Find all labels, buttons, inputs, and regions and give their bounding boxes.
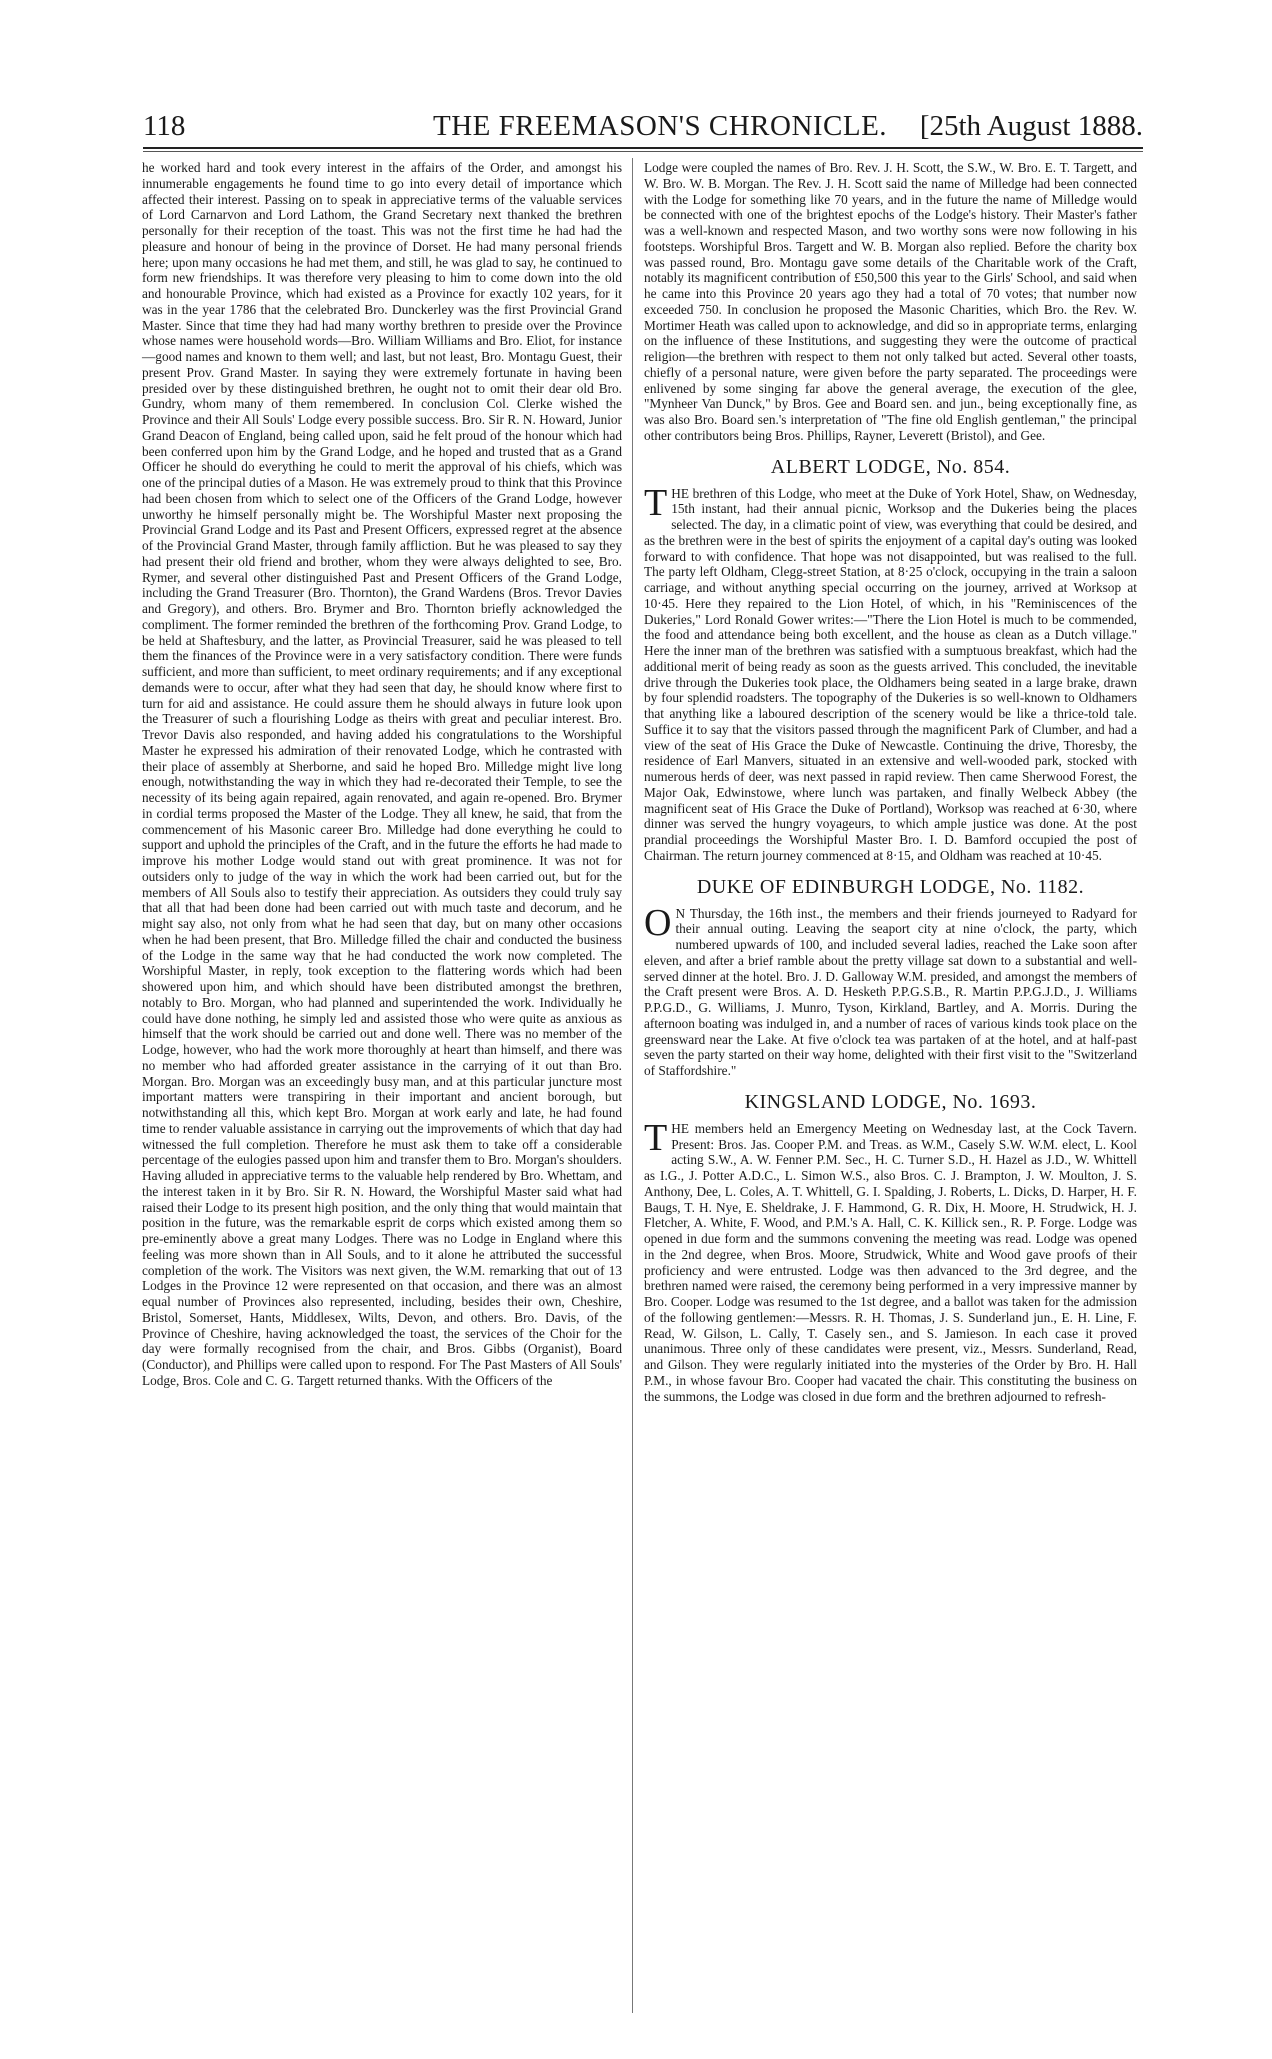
- page-header: [143, 110, 1143, 146]
- duke-lodge-text: N Thursday, the 16th inst., the members and their friends journeyed to Radyard for their annual outing. Leaving the seaport city at nine o'clock, the party, which numbered upwards of 100, and included several ladies, reached the Lake soon after eleven, and after a brief ramble about the pretty village sat down to a substantial and well-served dinner at the hotel. Bro. J. D. Galloway W.M. presided, and amongst the members of the Craft present were Bros. A. D. Hesketh P.P.G.S.B., R. Martin P.P.G.J.D., J. Williams P.P.G.D., G. Williams, J. Munro, Tyson, Kirkland, Bartley, and A. Morris. During the afternoon boating was indulged in, and a number of races of various kinds took place on the greensward near the Lake. At five o'clock tea was partaken of at the hotel, and at half-past seven the party started on their way home, delighted with their first visit to the "Switzerland of Staffordshire.": [644, 905, 1137, 1078]
- albert-lodge-text: HE brethren of this Lodge, who meet at the Duke of York Hotel, Shaw, on Wednesday, 15th instant, had their annual picnic, Worksop and the Dukeries being the places selected. The day, in a climatic point of view, was everything that could be desired, and as the brethren were in the best of spirits the enjoyment of a capital day's outing was looked forward to with confidence. That hope was not disappointed, but was realised to the full. The party left Oldham, Clegg-street Station, at 8·25 o'clock, occupying in the train a saloon carriage, and without anything special occurring on the journey, arrived at Worksop at 10·45. Here they repaired to the Lion Hotel, of which, in his "Reminiscences of the Dukeries," Lord Ronald Gower writes:—"There the Lion Hotel is much to be commended, the food and attendance being both excellent, and the house as clean as a Dutch village." Here the inner man of the brethren was satisfied with a sumptuous breakfast, which had the additional merit of being ready as soon as the guests arrived. This concluded, the inevitable drive through the Dukeries took place, the Oldhamers being seated in a large brake, drawn by four splendid roadsters. The topography of the Dukeries is so well-known to Oldhamers that anything like a laboured description of the scenery would be like a thrice-told tale. Suffice it to say that the visitors passed through the magnificent Park of Clumber, and had a view of the seat of His Grace the Duke of Newcastle. Continuing the drive, Thoresby, the residence of Earl Manvers, situated in an extensive and well-wooded park, stocked with numerous herds of deer, was next passed in rapid review. Then came Sherwood Forest, the Major Oak, Edwinstowe, where lunch was partaken, and finally Welbeck Abbey (the magnificent seat of His Grace the Duke of Portland), Worksop was reached at 6·30, where dinner was served the hungry voyageurs, to which ample justice was done. At the post prandial proceedings the Worshipful Master Bro. I. D. Bamford occupied the post of Chairman. The return journey commenced at 8·15, and Oldham was reached at 10·45.: [644, 485, 1137, 863]
- left-column-text: he worked hard and took every interest in the affairs of the Order, and amongst his innumerable engagements he found time to go into every detail of importance which affected their interest. Passing on to speak in appreciative terms of the valuable services of Lord Carnarvon and Lord Lathom, the Grand Secretary next thanked the brethren personally for their reception of the toast. This was not the first time he had had the pleasure and honour of being in the province of Dorset. He had many personal friends here; upon many occasions he had met them, and still, he was glad to say, he continued to form new friendships. It was therefore very pleasing to him to come down into the old and honourable Province, which had existed as a Province for exactly 102 years, for it was in the year 1786 that the celebrated Bro. Dunckerley was the first Provincial Grand Master. Since that time they had had many worthy brethren to preside over the Province whose names were household words—Bro. William Williams and Bro. Eliot, for instance—good names and known to them well; and last, but not least, Bro. Montagu Guest, their present Prov. Grand Master. In saying they were extremely fortunate in having been presided over by these distinguished brethren, he ought not to omit their dear old Bro. Gundry, whom many of them remembered. In conclusion Col. Clerke wished the Province and their All Souls' Lodge every possible success. Bro. Sir R. N. Howard, Junior Grand Deacon of England, being called upon, said he felt proud of the honour which had been conferred upon him by the Grand Lodge, and he hoped and trusted that as a Grand Officer he should do everything he could to merit the approval of his chiefs, which was one of the principal duties of a Mason. He was extremely proud to think that this Province had been chosen from which to select one of the Officers of the Grand Lodge, however unworthy he himself personally might be. The Worshipful Master next proposing the Provincial Grand Lodge and its Past and Present Officers, expressed regret at the absence of the Provincial Grand Master, through family affliction. But he was pleased to say they had present their old friend and brother, whom they were always delighted to see, Bro. Rymer, and several other distinguished Past and Present Officers of the Grand Lodge, including the Grand Treasurer (Bro. Thornton), the Grand Wardens (Bros. Trevor Davies and Gregory), and others. Bro. Brymer and Bro. Thornton briefly acknowledged the compliment. The former reminded the brethren of the forthcoming Prov. Grand Lodge, to be held at Shaftesbury, and the latter, as Provincial Treasurer, said he was pleased to tell them the finances of the Province were in a very satisfactory condition. There were funds sufficient, and more than sufficient, to meet ordinary requirements; and if any exceptional demands were to occur, after what they had seen that day, he should know where first to turn for aid and assistance. He could assure them he should always in future look upon the Treasurer of such a flourishing Lodge as theirs with great and peculiar interest. Bro. Trevor Davis also responded, and having added his congratulations to the Worshipful Master he expressed his admiration of their renovated Lodge, which he contrasted with their place of assembly at Sherborne, and said he hoped Bro. Milledge might live long enough, notwithstanding the way in which they had re-decorated their Temple, to see the necessity of its being again repaired, again renovated, and again re-opened. Bro. Brymer in cordial terms proposed the Master of the Lodge. They all knew, he said, that from the commencement of his Masonic career Bro. Milledge had done everything he could to support and uphold the principles of the Craft, and in the future the efforts he had made to improve his mother Lodge would stand out with great prominence. It was not for outsiders only to judge of the way in which the work had been carried out, but for the members of All Souls also to testify their appreciation. As outsiders they could truly say that all that had been done had been carried out with much taste and decorum, and he might say also, not only from what he had seen that day, but on many other occasions when he had been present, that Bro. Milledge filled the chair and conducted the business of the Lodge in the same way that he had conducted the work now completed. The Worshipful Master, in reply, took exception to the flattering words which had been showered upon him, and which should have been distributed amongst the brethren, notably to Bro. Morgan, who had planned and superintended the work. Individually he could have done nothing, he simply led and assisted those who were quite as anxious as himself that the work should be carried out and done well. There was no member of the Lodge, however, who had the work more thoroughly at heart than himself, and there was no member who had afforded greater assistance in the carrying of it out than Bro. Morgan. Bro. Morgan was an exceedingly busy man, and at this particular juncture most important matters were transpiring in their important and ancient borough, but notwithstanding all this, which kept Bro. Morgan at work early and late, he had found time to render valuable assistance in carrying out the improvements of which that day had witnessed the full completion. Therefore he must ask them to take off a considerable percentage of the eulogies passed upon him and transfer them to Bro. Morgan's shoulders. Having alluded in appreciative terms to the valuable help rendered by Bro. Whettam, and the interest taken in it by Bro. Sir R. N. Howard, the Worshipful Master said what had raised their Lodge to its present high position, and the only thing that would maintain that position in the future, was the remarkable esprit de corps which existed among them so pre-eminently above a great many Lodges. There was no Lodge in England where this feeling was more shown than in All Souls, and to it alone he attributed the successful completion of the work. The Visitors was next given, the W.M. remarking that out of 13 Lodges in the Province 12 were represented on that occasion, and there was an almost equal number of Provinces also represented, including, besides their own, Cheshire, Bristol, Somerset, Hants, Middlesex, Wilts, Devon, and others. Bro. Davis, of the Province of Cheshire, having acknowledged the toast, the services of the Choir for the day were formally recognised from the chair, and Bros. Gibbs (Organist), Board (Conductor), and Phillips were called upon to respond. For The Past Masters of All Souls' Lodge, Bros. Cole and C. G. Targett returned thanks. With the Officers of the: [142, 160, 622, 1388]
- masthead-title: THE FREEMASON'S CHRONICLE.: [433, 110, 888, 142]
- albert-lodge-article: [644, 481, 1137, 864]
- kingsland-lodge-article: [644, 1116, 1137, 1405]
- page-number: 118: [143, 110, 186, 142]
- header-rule: [143, 147, 1143, 149]
- issue-date: [25th August 1888.: [919, 110, 1143, 142]
- right-continuation-text: Lodge were coupled the names of Bro. Rev. J. H. Scott, the S.W., W. Bro. E. T. Targett, and W. Bro. W. B. Morgan. The Rev. J. H. Scott said the name of Milledge had been connected with the Lodge for something like 70 years, and in the future the name of Milledge would be connected with one of the brightest epochs of the Lodge's history. Their Master's father was a well-known and respected Mason, and two worthy sons were now following in his footsteps. Worshipful Bros. Targett and W. B. Morgan also replied. Before the charity box was passed round, Bro. Montagu gave some details of the Charitable work of the Craft, notably its magnificent contribution of £50,500 this year to the Girls' School, and said when he came into this Province 20 years ago they had a total of 70 votes; that number now exceeded 750. In conclusion he proposed the Masonic Charities, which Bro. the Rev. W. Mortimer Heath was called upon to acknowledge, and did so in appropriate terms, enlarging on the influence of these Institutions, and suggesting they were the outcome of practical religion—the brethren with respect to them not only talked but acted. Several other toasts, chiefly of a personal nature, were given before the party separated. The proceedings were enlivened by some singing far above the general average, the execution of the glee, "Mynheer Van Dunck," by Bros. Gee and Board sen. and jun., being exceptionally fine, as was also Bro. Board sen.'s interpretation of "The fine old English gentleman," the principal other contributors being Bros. Phillips, Rayner, Leverett (Bristol), and Gee.: [644, 160, 1137, 443]
- left-column: [142, 160, 622, 1389]
- kingsland-lodge-text: HE members held an Emergency Meeting on Wednesday last, at the Cock Tavern. Present: Bros. Jas. Cooper P.M. and Treas. as W.M., Casely S.W. W.M. elect, L. Kool acting S.W., A. W. Fenner P.M. Sec., H. C. Turner S.D., H. Hazel as J.D., W. Whittell as I.G., J. Potter A.D.C., L. Simon W.S., also Bros. C. J. Brampton, J. W. Moulton, J. S. Anthony, Dee, L. Coles, A. T. Whittell, G. I. Spalding, J. Roberts, L. Dicks, D. Harper, H. F. Baugs, T. H. Nye, E. Sheldrake, J. F. Hammond, G. R. Dix, H. Moore, H. Strudwick, H. J. Fletcher, A. White, F. Wood, and P.M.'s A. Hall, C. K. Killick sen., R. P. Forge. Lodge was opened in due form and the summons convening the meeting was read. Lodge was opened in the 2nd degree, when Bros. Moore, Strudwick, White and Wood gave proofs of their proficiency and were entrusted. Lodge was then advanced to the 3rd degree, and the brethren named were raised, the ceremony being performed in a very impressive manner by Bro. Cooper. Lodge was resumed to the 1st degree, and a ballot was taken for the admission of the following gentlemen:—Messrs. R. H. Thomas, J. S. Sunderland jun., E. H. Line, F. Read, W. Gilson, L. Cally, T. Casely sen., and S. Jamieson. In each case it proved unanimous. Three only of these candidates were present, viz., Messrs. Sunderland, Read, and Gilson. They were regularly initiated into the mysteries of the Order by Bro. H. Hall P.M., in whose favour Bro. Cooper had vacated the chair. This constituting the business on the summons, the Lodge was closed in due form and the brethren adjourned to refresh-: [644, 1120, 1137, 1404]
- duke-lodge-article: [644, 901, 1137, 1079]
- header-rule-thin: [143, 151, 1143, 152]
- right-column: [644, 160, 1137, 1404]
- column-divider: [632, 158, 633, 2013]
- albert-drop-cap: T: [644, 481, 668, 524]
- duke-drop-cap: O: [644, 901, 672, 944]
- duke-lodge-heading: DUKE OF EDINBURGH LODGE, No. 1182.: [696, 875, 1085, 898]
- kingsland-drop-cap: T: [644, 1116, 668, 1159]
- kingsland-lodge-heading: KINGSLAND LODGE, No. 1693.: [744, 1090, 1037, 1113]
- albert-lodge-heading: ALBERT LODGE, No. 854.: [770, 455, 1011, 478]
